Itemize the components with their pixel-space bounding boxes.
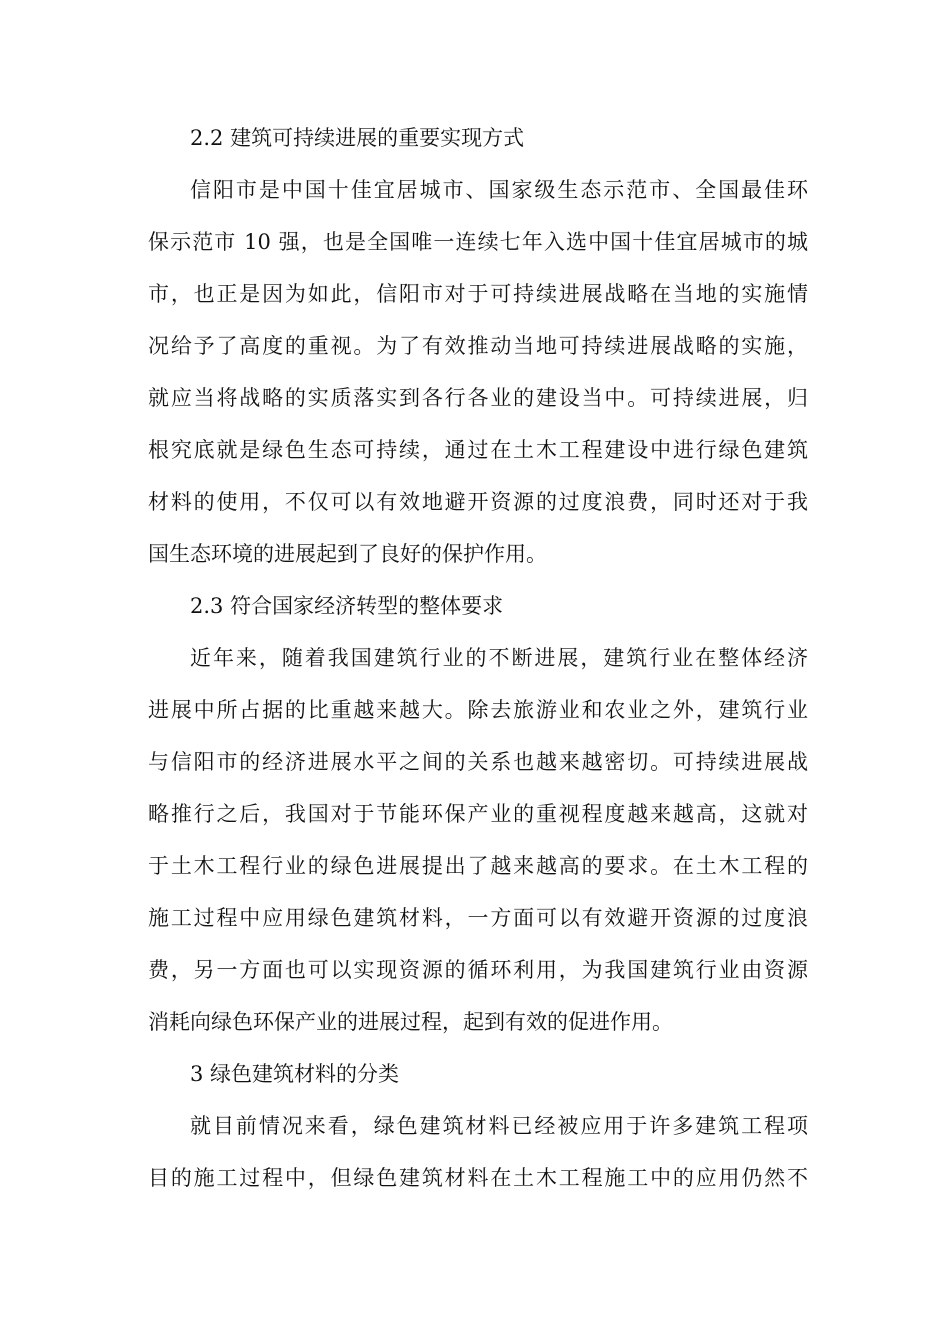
text-line: 略推行之后，我国对于节能环保产业的重视程度越来越高，这就对 <box>148 802 808 826</box>
section-heading-2-3: 2.3 符合国家经济转型的整体要求 <box>190 594 504 618</box>
section-heading-2-2: 2.2 建筑可持续进展的重要实现方式 <box>190 126 525 150</box>
document-page <box>148 112 808 1204</box>
text-line: 与信阳市的经济进展水平之间的关系也越来越密切。可持续进展战 <box>148 750 808 774</box>
text-line: 国生态环境的进展起到了良好的保护作用。 <box>148 542 547 566</box>
text-line: 近年来，随着我国建筑行业的不断进展，建筑行业在整体经济 <box>190 646 808 670</box>
text-line: 材料的使用，不仅可以有效地避开资源的过度浪费，同时还对于我 <box>148 490 808 514</box>
text-line: 就目前情况来看，绿色建筑材料已经被应用于许多建筑工程项 <box>190 1114 808 1138</box>
text-line: 根究底就是绿色生态可持续，通过在土木工程建设中进行绿色建筑 <box>148 438 808 462</box>
paragraph-2-2 <box>148 164 808 580</box>
text-line: 就应当将战略的实质落实到各行各业的建设当中。可持续进展，归 <box>148 386 808 410</box>
text-line: 信阳市是中国十佳宜居城市、国家级生态示范市、全国最佳环 <box>190 178 808 202</box>
section-heading-3: 3 绿色建筑材料的分类 <box>190 1062 400 1086</box>
text-line: 进展中所占据的比重越来越大。除去旅游业和农业之外，建筑行业 <box>148 698 808 722</box>
text-line: 消耗向绿色环保产业的进展过程，起到有效的促进作用。 <box>148 1010 673 1034</box>
text-line: 况给予了高度的重视。为了有效推动当地可持续进展战略的实施， <box>148 334 808 358</box>
text-line: 保示范市 10 强，也是全国唯一连续七年入选中国十佳宜居城市的城 <box>148 230 808 254</box>
text-line: 费，另一方面也可以实现资源的循环利用，为我国建筑行业由资源 <box>148 958 808 982</box>
text-line: 市，也正是因为如此，信阳市对于可持续进展战略在当地的实施情 <box>148 282 808 306</box>
text-line: 于土木工程行业的绿色进展提出了越来越高的要求。在土木工程的 <box>148 854 808 878</box>
paragraph-3 <box>148 1100 808 1204</box>
text-line: 施工过程中应用绿色建筑材料，一方面可以有效避开资源的过度浪 <box>148 906 808 930</box>
text-line: 目的施工过程中，但绿色建筑材料在土木工程施工中的应用仍然不 <box>148 1166 808 1190</box>
paragraph-2-3 <box>148 632 808 1048</box>
